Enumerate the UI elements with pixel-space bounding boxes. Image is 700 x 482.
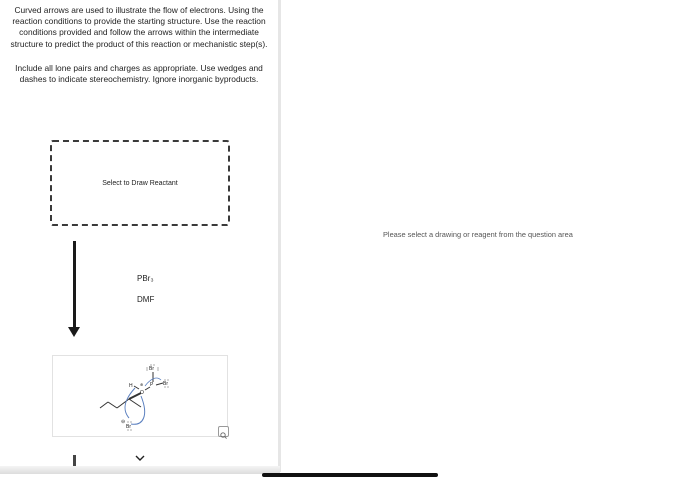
bond	[108, 402, 117, 408]
instructions	[8, 5, 270, 85]
reaction-arrow-icon	[73, 241, 76, 328]
atom-label: P	[150, 382, 154, 388]
curved-arrow	[131, 396, 145, 424]
answer-placeholder: Please select a drawing or reagent from the question area	[383, 230, 573, 239]
intermediate-drawing	[53, 356, 227, 436]
atom-label: H	[129, 383, 133, 389]
panel-bottom-edge	[0, 466, 280, 474]
draw-reactant-box[interactable]	[50, 140, 230, 226]
bond	[156, 383, 163, 385]
charge-symbol: ⊖	[121, 419, 126, 425]
intermediate-structure[interactable]	[52, 355, 228, 437]
chevron-down-icon[interactable]	[134, 453, 146, 463]
reagent-pbr3[interactable]: PBr₃	[137, 274, 154, 283]
atom-label: Br	[126, 424, 131, 430]
bond	[100, 402, 108, 408]
charge-symbol: ⊕	[140, 382, 144, 387]
zoom-button[interactable]	[218, 426, 229, 437]
atom-label: O	[140, 390, 144, 396]
curved-arrow	[125, 388, 135, 418]
magnifier-icon	[219, 431, 228, 440]
bond	[129, 399, 141, 407]
atom-label: Br	[149, 366, 154, 372]
instructions-paragraph-2: Include all lone pairs and charges as appropriate. Use wedges and dashes to indicate stereochemistry. Ignore inorganic byproducts.	[15, 62, 263, 85]
instructions-paragraph-1: Curved arrows are used to illustrate the flow of electrons. Using the reaction conditions to provide the starting structure. Use the reaction conditions provided and follow the arrows within the intermediate structure to predict the product of this reaction or mechanistic step(s).	[10, 5, 268, 49]
reaction-arrow-head	[68, 327, 80, 337]
reagent-dmf[interactable]: DMF	[137, 295, 155, 304]
atom-label: Br	[163, 381, 168, 387]
home-indicator[interactable]	[262, 473, 438, 477]
next-step-arrow	[73, 455, 76, 466]
answer-panel	[281, 0, 700, 470]
bond	[117, 399, 129, 408]
question-panel	[0, 0, 278, 470]
draw-reactant-label: Select to Draw Reactant	[102, 180, 178, 187]
